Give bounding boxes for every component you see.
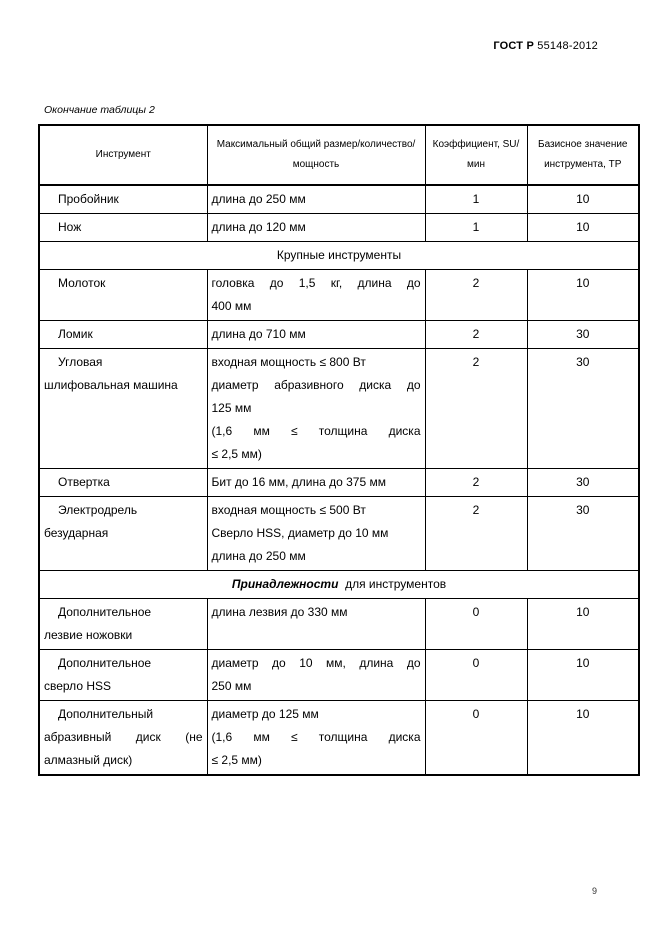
cell-tool-line: Дополнительное [58, 605, 152, 619]
cell-base: 10 [527, 599, 639, 650]
cell-size-line: 125 мм [211, 401, 252, 415]
tools-table [38, 124, 640, 776]
col-header-coef: Коэффициент, SU/мин [425, 125, 527, 185]
cell-size-line: (1,6 мм ≤ толщина диска [211, 730, 421, 744]
table-row [39, 185, 639, 214]
cell-size: длина до 710 мм [207, 321, 425, 349]
cell-size-line: ≤ 2,5 мм) [211, 447, 262, 461]
table-row [39, 349, 639, 469]
section-title-rest: для инструментов [345, 577, 447, 591]
cell-size [207, 270, 425, 321]
cell-tool-line: Электродрель [58, 503, 138, 517]
table-row [39, 214, 639, 242]
cell-size: длина до 120 мм [207, 214, 425, 242]
cell-tool [39, 599, 207, 650]
cell-tool: Нож [58, 220, 82, 234]
cell-tool-line: Дополнительное [58, 656, 152, 670]
cell-base: 30 [527, 497, 639, 571]
header-prefix: ГОСТ Р [493, 40, 534, 52]
cell-base: 10 [527, 185, 639, 214]
col-header-tool: Инструмент [39, 125, 207, 185]
cell-coef: 0 [425, 599, 527, 650]
cell-tool: Ломик [58, 327, 93, 341]
cell-tool: Молоток [58, 276, 106, 290]
table-row [39, 270, 639, 321]
table-row [39, 469, 639, 497]
cell-coef: 2 [425, 497, 527, 571]
page-number: 9 [592, 886, 598, 896]
section-row [39, 242, 639, 270]
cell-base: 30 [527, 349, 639, 469]
cell-size [207, 497, 425, 571]
cell-tool [39, 497, 207, 571]
cell-tool-line: абразивный диск (не [44, 730, 203, 744]
cell-tool-line: Дополнительный [58, 707, 154, 721]
cell-coef: 2 [425, 270, 527, 321]
section-title-bold: Принадлежности [231, 577, 339, 591]
col-header-base: Базисное значение инструмента, ТР [527, 125, 639, 185]
cell-size-line: (1,6 мм ≤ толщина диска [211, 424, 421, 438]
cell-base: 30 [527, 321, 639, 349]
cell-size-line: 400 мм [211, 299, 252, 313]
cell-size-line: Сверло HSS, диаметр до 10 мм [211, 526, 389, 540]
cell-tool-line: сверло HSS [44, 679, 111, 693]
cell-coef: 2 [425, 469, 527, 497]
cell-size-line: длина до 250 мм [211, 549, 306, 563]
cell-tool-line: алмазный диск) [44, 753, 133, 767]
cell-coef: 1 [425, 214, 527, 242]
table-row [39, 497, 639, 571]
header-number: 55148-2012 [537, 40, 598, 52]
cell-base: 10 [527, 214, 639, 242]
cell-size: длина лезвия до 330 мм [207, 599, 425, 650]
col-header-size: Максимальный общий размер/количество/ мощность [207, 125, 425, 185]
cell-base: 10 [527, 650, 639, 701]
cell-size-line: 250 мм [211, 679, 252, 693]
cell-base: 10 [527, 701, 639, 776]
cell-tool [39, 650, 207, 701]
document-header [493, 40, 598, 52]
cell-size: Бит до 16 мм, длина до 375 мм [207, 469, 425, 497]
cell-size-line: ≤ 2,5 мм) [211, 753, 262, 767]
table-caption: Окончание таблицы 2 [44, 104, 155, 116]
cell-coef: 1 [425, 185, 527, 214]
cell-size-line: диаметр до 125 мм [211, 707, 319, 721]
cell-tool-line: лезвие ножовки [44, 628, 133, 642]
table-header-row [39, 125, 639, 185]
table-row [39, 701, 639, 776]
cell-tool [39, 349, 207, 469]
cell-size [207, 701, 425, 776]
cell-tool-line: безударная [44, 526, 109, 540]
cell-size-line: головка до 1,5 кг, длина до [211, 276, 421, 290]
section-row [39, 571, 639, 599]
cell-coef: 0 [425, 650, 527, 701]
cell-size-line: входная мощность ≤ 800 Вт [211, 355, 366, 369]
cell-size-line: диаметр абразивного диска до [211, 378, 421, 392]
cell-tool [39, 701, 207, 776]
section-title [39, 571, 639, 599]
cell-tool: Пробойник [58, 192, 119, 206]
table-row [39, 321, 639, 349]
cell-tool-line: Угловая [58, 355, 103, 369]
cell-coef: 2 [425, 321, 527, 349]
cell-size [207, 349, 425, 469]
table-row [39, 650, 639, 701]
table-row [39, 599, 639, 650]
cell-size-line: диаметр до 10 мм, длина до [211, 656, 421, 670]
cell-coef: 2 [425, 349, 527, 469]
cell-size-line: входная мощность ≤ 500 Вт [211, 503, 366, 517]
cell-size: длина до 250 мм [207, 185, 425, 214]
cell-base: 10 [527, 270, 639, 321]
section-title: Крупные инструменты [39, 242, 639, 270]
cell-coef: 0 [425, 701, 527, 776]
cell-tool-line: шлифовальная машина [44, 378, 178, 392]
cell-size [207, 650, 425, 701]
cell-tool: Отвертка [58, 475, 110, 489]
cell-base: 30 [527, 469, 639, 497]
